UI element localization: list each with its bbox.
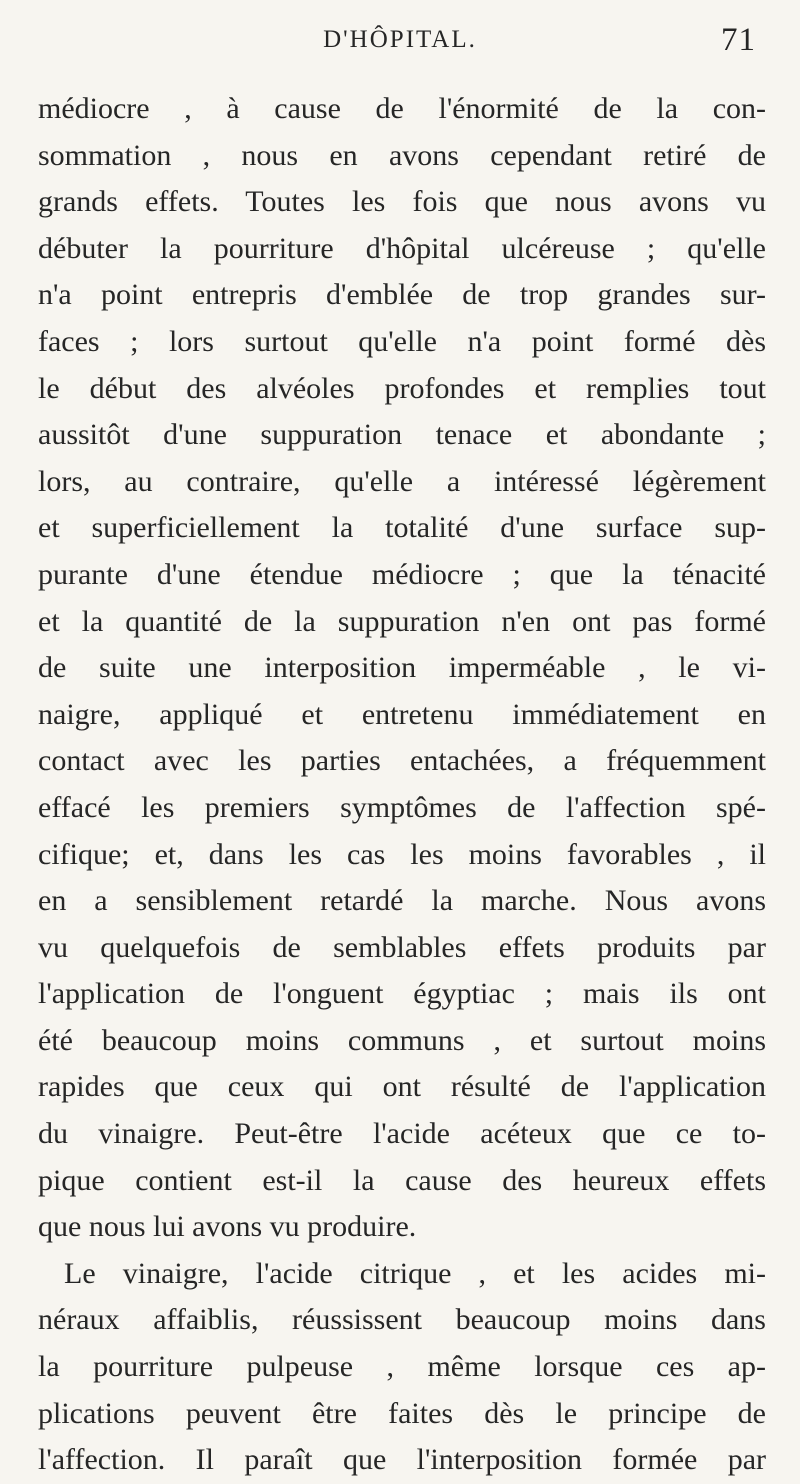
text-line: de suite une interposition imperméable , le vi-	[38, 651, 766, 685]
text-line: sommation , nous en avons cependant retiré de	[38, 138, 766, 172]
running-head	[40, 14, 760, 60]
text-line: débuter la pourriture d'hôpital ulcéreuse ; qu'elle	[38, 231, 766, 265]
text-line: été beaucoup moins communs , et surtout moins	[38, 1023, 766, 1057]
text-line: plications peuvent être faites dès le principe de	[38, 1396, 766, 1430]
text-line: lors, au contraire, qu'elle a intéressé légèrement	[38, 464, 766, 498]
text-line: rapides que ceux qui ont résulté de l'application	[38, 1070, 766, 1104]
text-line: grands effets. Toutes les fois que nous avons vu	[38, 185, 766, 219]
running-title: D'HÔPITAL.	[323, 26, 477, 53]
text-line: et la quantité de la suppuration n'en ont pas formé	[38, 604, 766, 638]
text-line: et superficiellement la totalité d'une surface sup-	[38, 511, 766, 545]
text-line: purante d'une étendue médiocre ; que la ténacité	[38, 557, 766, 591]
text-line: cifique; et, dans les cas les moins favorables , il	[38, 837, 766, 871]
text-line: la pourriture pulpeuse , même lorsque ces ap-	[38, 1350, 766, 1384]
text-line: du vinaigre. Peut-être l'acide acéteux que ce to-	[38, 1117, 766, 1151]
text-line: l'affection. Il paraît que l'interposition formée par	[38, 1443, 766, 1477]
text-line: contact avec les parties entachées, a fréquemment	[38, 744, 766, 778]
text-line: vu quelquefois de semblables effets produits par	[38, 930, 766, 964]
text-line: néraux affaiblis, réussissent beaucoup moins dans	[38, 1303, 766, 1337]
text-line: aussitôt d'une suppuration tenace et abondante ;	[38, 418, 766, 452]
text-line: n'a point entrepris d'emblée de trop grandes sur-	[38, 278, 766, 312]
paragraph-start-line: Le vinaigre, l'acide citrique , et les acides mi-	[64, 1256, 766, 1290]
text-line: pique contient est-il la cause des heureux effets	[38, 1163, 766, 1197]
page-number: 71	[721, 22, 756, 58]
text-line: le début des alvéoles profondes et remplies tout	[38, 371, 766, 405]
text-line: effacé les premiers symptômes de l'affection spé-	[38, 790, 766, 824]
text-line: l'application de l'onguent égyptiac ; mais ils ont	[38, 977, 766, 1011]
text-line: en a sensiblement retardé la marche. Nous avons	[38, 884, 766, 918]
paragraph-end-line: que nous lui avons vu produire.	[38, 1210, 417, 1244]
text-line: faces ; lors surtout qu'elle n'a point formé dès	[38, 324, 766, 358]
text-line: médiocre , à cause de l'énormité de la con-	[38, 92, 766, 125]
body-text	[38, 86, 766, 1484]
text-line: naigre, appliqué et entretenu immédiatement en	[38, 697, 766, 731]
